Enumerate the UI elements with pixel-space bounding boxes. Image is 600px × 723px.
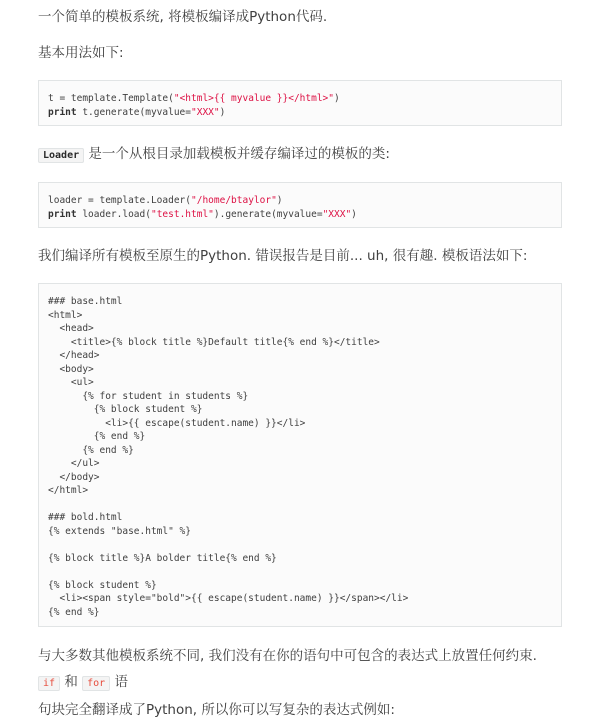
code-line: </body> [48,471,100,483]
code-line: ### bold.html [48,512,123,523]
code-keyword: print [48,208,77,220]
code-keyword: print [48,106,77,118]
code-line [48,565,552,579]
code-line: <ul> [48,377,94,388]
loader-inline-code: Loader [38,148,84,163]
code-text: ) [219,106,226,118]
bottom-text: 语 [110,674,128,690]
code-text: loader.load( [76,208,151,220]
compile-description: 我们编译所有模板至原生的Python. 错误报告是目前... uh, 很有趣. 模板语法如下: [38,248,528,264]
code-line [48,498,552,512]
code-string: "XXX" [322,208,352,220]
code-line: {% extends "base.html" %} [48,525,191,537]
code-line: ### base.html [48,296,123,307]
code-line: {% for student in students %} [48,390,249,402]
code-line: {% block title %}A bolder title{% end %} [48,552,277,564]
code-block-loader [38,182,562,228]
bottom-text: 与大多数其他模板系统不同, 我们没有在你的语句中可包含的表达式上放置任何约束. [38,648,537,664]
code-string: "test.html" [150,208,214,220]
bottom-text-line2: 句块完全翻译成了Python, 所以你可以写复杂的表达式例如: [38,702,395,718]
code-string: "<html>{{ myvalue }}</html>" [173,93,334,104]
code-line: <body> [48,363,94,375]
code-text: loader = template.Loader( [48,195,191,206]
bottom-paragraph [38,643,562,723]
code-block-template-syntax [38,283,562,627]
code-line: <head> [48,323,94,334]
loader-description: 是一个从根目录加载模板并缓存编译过的模板的类: [84,146,390,162]
bottom-text: 和 [60,674,83,690]
loader-paragraph [38,141,562,169]
code-text: t.generate(myvalue= [76,106,191,118]
code-line: <html> [48,309,83,321]
code-line: {% end %} [48,606,100,618]
code-line: {% block student %} [48,404,203,415]
code-string: "/home/btaylor" [191,195,277,206]
code-text: ) [334,93,340,104]
intro-text: 一个简单的模板系统, 将模板编译成Python代码. [38,9,328,25]
code-block-usage [38,80,562,126]
code-line [48,538,552,552]
code-text: ) [276,195,283,206]
code-line: </html> [48,485,89,496]
code-text: ) [351,208,357,220]
code-line: {% end %} [48,444,134,456]
code-line: <title>{% block title %}Default title{% end %}</title> [48,336,380,348]
code-text: ).generate(myvalue= [213,208,323,220]
code-line: {% end %} [48,431,146,442]
code-line: <li><span style="bold">{{ escape(student.name) }}</span></li> [48,593,409,604]
code-line: </ul> [48,458,100,469]
code-line: </head> [48,350,100,361]
for-inline-code: for [82,676,110,691]
code-line: {% block student %} [48,579,157,591]
if-inline-code: if [38,676,60,691]
usage-heading: 基本用法如下: [38,45,124,61]
code-text: t = template.Template( [48,93,174,104]
code-string: "XXX" [191,106,220,118]
code-line: <li>{{ escape(student.name) }}</li> [48,417,306,429]
